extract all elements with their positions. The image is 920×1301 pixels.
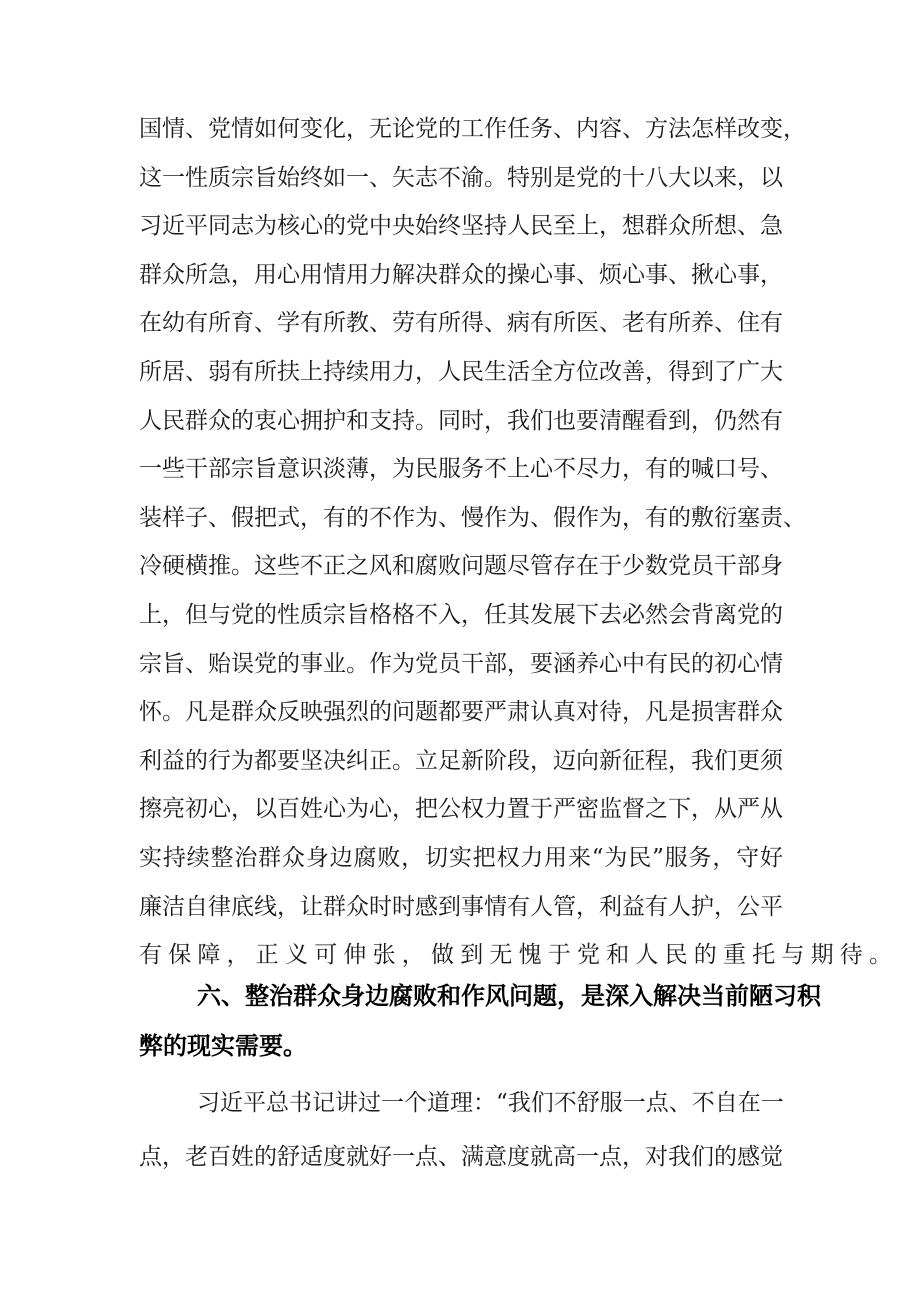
text-line: 群众所急，用心用情用力解决群众的操心事、烦心事、揪心事，: [139, 261, 783, 288]
text-line: 有保障，正义可伸张，做到无愧于党和人民的重托与期待。: [139, 942, 899, 969]
text-line: 冷硬横推。这些不正之风和腐败问题尽管存在于少数党员干部身: [139, 553, 783, 580]
text-line: 一些干部宗旨意识淡薄，为民服务不上心不尽力，有的喊口号、: [139, 456, 783, 483]
text-line: 国情、党情如何变化，无论党的工作任务、内容、方法怎样改变，: [139, 116, 806, 142]
text-line: 人民群众的衷心拥护和支持。同时，我们也要清醒看到，仍然有: [139, 407, 783, 434]
text-line: 点，老百姓的舒适度就好一点、满意度就高一点，对我们的感觉: [139, 1144, 783, 1170]
text-line: 利益的行为都要坚决纠正。立足新阶段，迈向新征程，我们更须: [139, 747, 783, 774]
text-line: 擦亮初心，以百姓心为心，把公权力置于严密监督之下，从严从: [139, 796, 783, 823]
text-line: 怀。凡是群众反映强烈的问题都要严肃认真对待，凡是损害群众: [139, 699, 783, 726]
text-line: 实持续整治群众身边腐败，切实把权力用来“为民”服务，守好: [139, 845, 783, 871]
text-line: 装样子、假把式，有的不作为、慢作为、假作为，有的敷衍塞责、: [139, 504, 806, 531]
heading-line: 弊的现实需要。: [139, 1032, 307, 1060]
heading-line: 六、整治群众身边腐败和作风问题，是深入解决当前陋习积: [197, 982, 821, 1010]
text-line: 廉洁自律底线，让群众时时感到事情有人管，利益有人护，公平: [139, 893, 783, 920]
text-line: 上，但与党的性质宗旨格格不入，任其发展下去必然会背离党的: [139, 602, 783, 628]
text-line: 习近平总书记讲过一个道理：“我们不舒服一点、不自在一: [197, 1090, 784, 1116]
text-line: 习近平同志为核心的党中央始终坚持人民至上，想群众所想、急: [139, 213, 783, 240]
text-line: 这一性质宗旨始终如一、矢志不渝。特别是党的十八大以来，以: [139, 164, 783, 191]
text-line: 宗旨、贻误党的事业。作为党员干部，要涵养心中有民的初心情: [139, 650, 783, 677]
text-line: 在幼有所育、学有所教、劳有所得、病有所医、老有所养、住有: [139, 310, 783, 337]
text-line: 所居、弱有所扶上持续用力，人民生活全方位改善，得到了广大: [139, 359, 783, 385]
